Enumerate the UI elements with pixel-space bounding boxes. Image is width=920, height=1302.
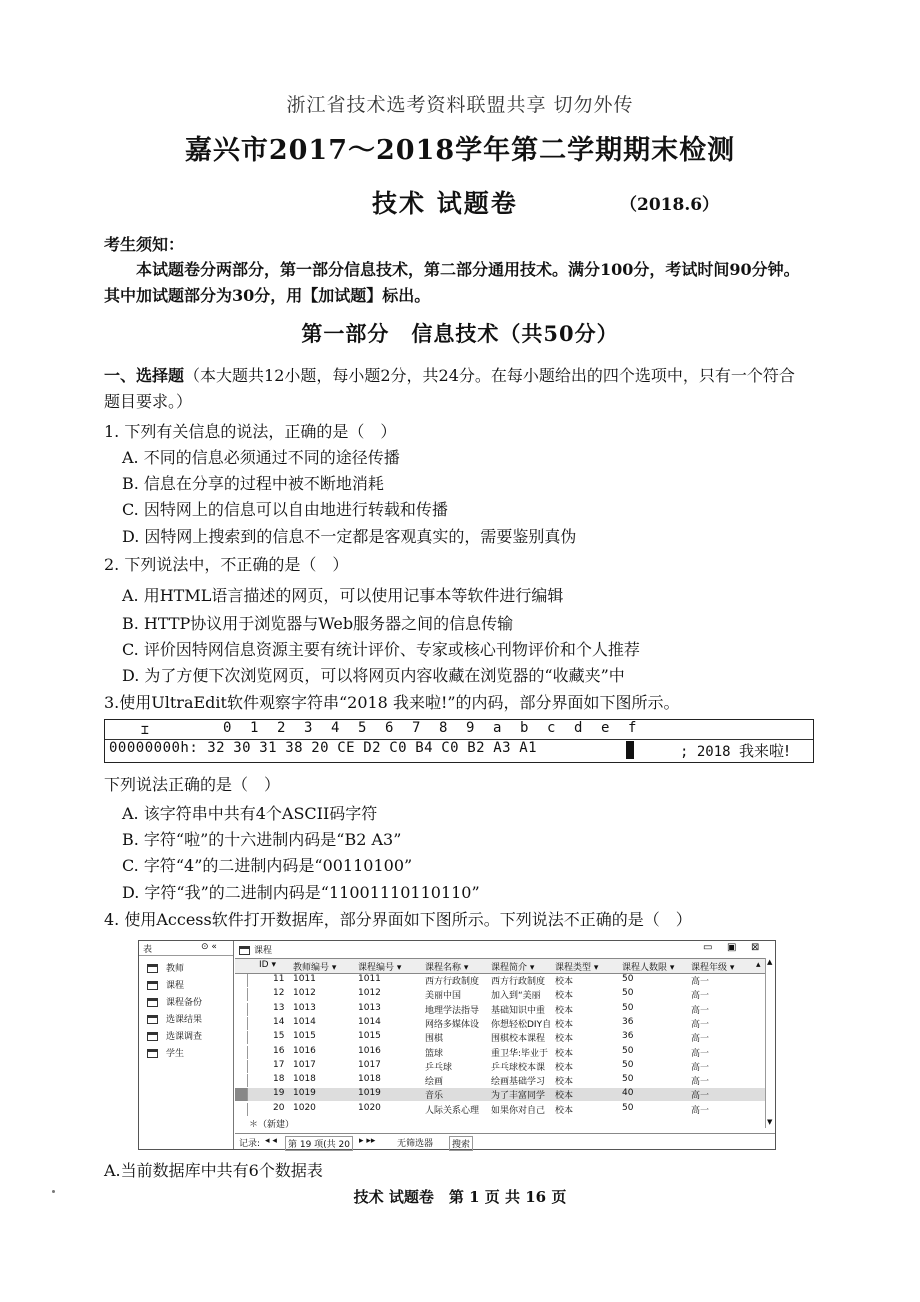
hex-byte: A1 <box>519 740 538 756</box>
scroll-up-icon[interactable]: ▲ <box>767 958 773 966</box>
table-row[interactable] <box>235 1031 765 1044</box>
hex-address: 00000000h: <box>109 740 199 756</box>
table-cell[interactable]: 1015 <box>293 1031 316 1042</box>
table-row[interactable] <box>235 974 765 987</box>
nav-table-item[interactable]: 学生 <box>147 1046 184 1060</box>
hex-byte: 31 <box>259 740 278 756</box>
column-header[interactable]: ID ▾ <box>259 960 276 970</box>
table-cell[interactable]: 11 <box>273 974 285 984</box>
question-1-option-d: D. 因特网上搜索到的信息不一定都是客观真实的，需要鉴别真伪 <box>122 527 577 546</box>
table-row[interactable] <box>235 1103 765 1116</box>
column-header[interactable]: 课程类型 ▾ <box>555 963 599 973</box>
column-header[interactable]: 课程名称 ▾ <box>425 963 469 973</box>
table-cell[interactable]: 1015 <box>358 1031 381 1042</box>
table-cell[interactable]: 1020 <box>358 1102 381 1113</box>
row-selector[interactable] <box>235 1060 248 1073</box>
table-cell[interactable]: 1013 <box>293 1002 316 1013</box>
table-cell[interactable]: 校本 <box>555 1091 574 1102</box>
table-cell[interactable]: 12 <box>273 988 285 999</box>
table-cell[interactable]: 1016 <box>293 1045 316 1056</box>
table-row[interactable] <box>235 1046 765 1059</box>
hex-byte: 30 <box>233 740 252 756</box>
question-2-option-c: C. 评价因特网信息资源主要有统计评价、专家或核心刊物评价和个人推荐 <box>122 640 640 659</box>
notice-text: 本试题卷分两部分，第一部分信息技术，第二部分通用技术。满分100分，考试时间90分钟。其中加试题部分为30分，用【加试题】标出。 <box>104 260 800 305</box>
hex-cursor-caret <box>626 741 634 759</box>
table-cell[interactable]: 美丽中国 <box>425 991 462 1002</box>
hex-col-label: 5 <box>358 720 367 736</box>
hex-byte: B2 <box>467 740 486 756</box>
hex-byte: C0 <box>389 740 408 756</box>
hex-byte: C0 <box>441 740 460 756</box>
table-cell[interactable]: 篮球 <box>425 1048 444 1059</box>
table-cell[interactable]: 围棋校本课程 <box>491 1034 546 1045</box>
table-cell[interactable]: 地理学法指导 <box>425 1005 480 1016</box>
row-selector[interactable] <box>235 1074 248 1087</box>
table-cell[interactable]: 1012 <box>293 988 316 999</box>
table-cell[interactable]: 16 <box>273 1045 285 1056</box>
record-label: 记录: <box>239 1139 261 1149</box>
hex-byte: 20 <box>311 740 330 756</box>
table-icon <box>147 998 158 1007</box>
hex-col-label: e <box>601 720 610 736</box>
table-icon <box>147 1049 158 1058</box>
table-cell[interactable]: 1018 <box>293 1074 316 1085</box>
restore-icon[interactable]: ▣ <box>727 942 737 953</box>
hex-col-label: f <box>628 720 637 736</box>
table-cell[interactable]: 加入到“美丽 <box>491 991 541 1002</box>
question-4-stem: 4. 使用Access软件打开数据库，部分界面如下图所示。下列说法不正确的是（ ） <box>104 910 692 929</box>
record-navigation-bar <box>235 1133 775 1148</box>
table-cell[interactable]: 乒乓球校本课 <box>491 1062 546 1073</box>
table-cell[interactable]: 人际关系心理 <box>425 1105 480 1116</box>
hex-byte: CE <box>337 740 356 756</box>
table-cell[interactable]: 50 <box>622 974 634 984</box>
table-cell[interactable]: 1017 <box>293 1059 316 1070</box>
section-label: 一、选择题 <box>104 366 185 385</box>
column-header[interactable]: 课程人数限 ▾ <box>622 963 675 973</box>
table-row[interactable] <box>235 1074 765 1087</box>
question-1-stem: 1. 下列有关信息的说法，正确的是（ ） <box>104 422 397 441</box>
question-1-option-c: C. 因特网上的信息可以自由地进行转载和传播 <box>122 500 448 519</box>
page-footer: 技术 试题卷 第 1 页 共 16 页 <box>353 1188 567 1206</box>
table-cell[interactable]: 1013 <box>358 1002 381 1013</box>
new-record-row[interactable]: ＊（新建） <box>249 1120 295 1130</box>
hex-col-label: 1 <box>250 720 259 736</box>
hex-byte: 32 <box>207 740 226 756</box>
exam-title: 嘉兴市2017～2018学年第二学期期末检测 <box>184 135 736 166</box>
table-cell[interactable]: 20 <box>273 1102 285 1113</box>
table-cell[interactable]: 50 <box>622 1059 634 1070</box>
hex-col-label: d <box>574 720 583 736</box>
nav-pane-header[interactable] <box>139 941 233 956</box>
table-cell[interactable]: 为了丰富同学 <box>491 1091 546 1102</box>
table-cell[interactable]: 校本 <box>555 1034 574 1045</box>
hex-text-ascii: ; 2018 <box>680 744 740 760</box>
question-1-option-a: A. 不同的信息必须通过不同的途径传播 <box>122 448 400 467</box>
hex-col-label: 4 <box>331 720 340 736</box>
table-cell[interactable]: 高一 <box>691 1005 710 1016</box>
table-cell[interactable]: 1011 <box>293 974 316 984</box>
table-cell[interactable]: 1012 <box>358 988 381 999</box>
table-cell[interactable]: 1018 <box>358 1074 381 1085</box>
table-cell[interactable]: 1014 <box>358 1016 381 1027</box>
table-cell[interactable]: 50 <box>622 1074 634 1085</box>
question-3-prompt: 下列说法正确的是（ ） <box>104 775 281 794</box>
nav-pane-controls[interactable]: ⊙ « <box>201 942 217 952</box>
nav-table-item[interactable]: 选课调查 <box>147 1029 202 1043</box>
row-selector[interactable] <box>235 1017 248 1030</box>
table-cell[interactable]: 如果你对自己 <box>491 1105 546 1116</box>
row-selector[interactable] <box>235 988 248 1001</box>
header-note: 浙江省技术选考资料联盟共享 切勿外传 <box>286 94 634 116</box>
table-icon <box>239 946 250 955</box>
question-4-option-a: A.当前数据库中共有6个数据表 <box>104 1161 323 1180</box>
part-title: 第一部分 信息技术（共50分） <box>301 321 619 346</box>
table-row[interactable] <box>235 1003 765 1016</box>
table-cell[interactable]: 校本 <box>555 1048 574 1059</box>
hex-col-label: 3 <box>304 720 313 736</box>
table-cell[interactable]: 高一 <box>691 991 710 1002</box>
table-icon <box>147 981 158 990</box>
column-header[interactable]: 课程编号 ▾ <box>358 963 402 973</box>
table-cell[interactable]: 乒乓球 <box>425 1062 453 1073</box>
table-cell[interactable]: 高一 <box>691 1034 710 1045</box>
column-header[interactable]: ▴ <box>756 960 761 970</box>
nav-pane-title: 表 <box>143 945 153 955</box>
table-row[interactable] <box>235 988 765 1001</box>
table-cell[interactable]: 西方行政制度 <box>491 977 546 987</box>
ultraedit-hex-view <box>104 719 814 763</box>
hex-col-label: 2 <box>277 720 286 736</box>
hex-col-label: 9 <box>466 720 475 736</box>
table-cell[interactable]: 17 <box>273 1059 285 1070</box>
table-cell[interactable]: 50 <box>622 1102 634 1113</box>
record-position-field[interactable]: 第 19 项(共 20 <box>285 1136 353 1151</box>
table-cell[interactable]: 重卫华:毕业于 <box>491 1048 549 1059</box>
table-icon <box>147 1032 158 1041</box>
hex-byte: A3 <box>493 740 512 756</box>
row-selector[interactable] <box>235 1031 248 1044</box>
column-header[interactable]: 课程简介 ▾ <box>491 963 535 973</box>
hex-text-chinese: 我来啦! <box>739 742 791 760</box>
notice-label: 考生须知： <box>104 235 185 254</box>
row-selector[interactable] <box>235 1046 248 1059</box>
filter-status[interactable]: 无筛选器 <box>397 1139 434 1149</box>
scroll-down-icon[interactable]: ▼ <box>767 1118 773 1126</box>
table-cell[interactable]: 1017 <box>358 1059 381 1070</box>
record-next-last-icon[interactable]: ▸ ▸▸ <box>359 1136 376 1146</box>
hex-text-panel <box>680 740 790 761</box>
table-cell[interactable]: 1014 <box>293 1016 316 1027</box>
nav-table-item[interactable]: 教师 <box>147 961 184 975</box>
table-icon <box>147 964 158 973</box>
table-cell[interactable]: 高一 <box>691 1105 710 1116</box>
hex-col-label: 7 <box>412 720 421 736</box>
hex-col-label: c <box>547 720 556 736</box>
question-2-option-a: A. 用HTML语言描述的网页，可以使用记事本等软件进行编辑 <box>122 586 564 605</box>
question-3-stem: 3.使用UltraEdit软件观察字符串“2018 我来啦!”的内码，部分界面如下图所示。 <box>104 693 680 712</box>
column-header[interactable]: 教师编号 ▾ <box>293 963 337 973</box>
table-cell[interactable]: 西方行政制度 <box>425 977 480 987</box>
search-box[interactable]: 搜索 <box>449 1136 473 1151</box>
table-cell[interactable]: 19 <box>273 1088 285 1099</box>
question-2-option-b: B. HTTP协议用于浏览器与Web服务器之间的信息传输 <box>122 614 514 633</box>
question-2-option-d: D. 为了方便下次浏览网页，可以将网页内容收藏在浏览器的“收藏夹”中 <box>122 666 625 685</box>
table-row[interactable] <box>235 1088 765 1101</box>
nav-table-item[interactable]: 选课结果 <box>147 1012 202 1026</box>
table-cell[interactable]: 网络多媒体设 <box>425 1019 480 1030</box>
table-cell[interactable]: 40 <box>622 1088 634 1099</box>
table-cell[interactable]: 1019 <box>293 1088 316 1099</box>
section-desc: （本大题共12小题，每小题2分，共24分。在每小题给出的四个选项中，只有一个符合题目要求。） <box>104 366 795 411</box>
vertical-scrollbar[interactable] <box>765 958 775 1128</box>
table-cell[interactable]: 1020 <box>293 1102 316 1113</box>
row-selector[interactable] <box>235 1088 248 1101</box>
table-cell[interactable]: 你想轻松DIY自 <box>491 1019 552 1030</box>
hex-data-row <box>109 740 545 756</box>
table-cell[interactable]: 36 <box>622 1031 634 1042</box>
table-row[interactable] <box>235 1017 765 1030</box>
hex-col-label: 6 <box>385 720 394 736</box>
table-cell[interactable]: 绘画基础学习 <box>491 1077 546 1088</box>
table-cell[interactable]: 1011 <box>358 974 381 984</box>
datasheet-header <box>235 958 765 974</box>
table-cell[interactable]: 50 <box>622 1002 634 1013</box>
hex-byte: B4 <box>415 740 434 756</box>
section-instructions <box>104 363 804 415</box>
text-cursor-icon: ⌶ <box>141 723 149 738</box>
scan-dot <box>52 1190 55 1193</box>
exam-date: （2018.6） <box>620 195 720 215</box>
table-cell[interactable]: 校本 <box>555 1077 574 1088</box>
hex-col-label: a <box>493 720 502 736</box>
nav-table-item[interactable]: 课程 <box>147 978 184 992</box>
document-tab[interactable]: 课程 <box>239 943 272 955</box>
question-3-option-c: C. 字符“4”的二进制内码是“00110100” <box>122 856 413 875</box>
table-cell[interactable]: 校本 <box>555 1019 574 1030</box>
table-cell[interactable]: 50 <box>622 988 634 999</box>
table-cell[interactable]: 校本 <box>555 991 574 1002</box>
table-cell[interactable]: 1016 <box>358 1045 381 1056</box>
row-selector[interactable] <box>235 1103 248 1116</box>
table-cell[interactable]: 高一 <box>691 977 710 987</box>
navigation-pane <box>139 941 234 1149</box>
hex-column-ruler <box>105 720 813 740</box>
exam-subtitle: 技术 试题卷 <box>372 189 518 218</box>
table-cell[interactable]: 15 <box>273 1031 285 1042</box>
table-cell[interactable]: 高一 <box>691 1091 710 1102</box>
row-selector[interactable] <box>235 974 248 987</box>
table-cell[interactable]: 高一 <box>691 1062 710 1073</box>
table-cell[interactable]: 高一 <box>691 1019 710 1030</box>
question-3-option-a: A. 该字符串中共有4个ASCII码字符 <box>122 804 378 823</box>
table-cell[interactable]: 36 <box>622 1016 634 1027</box>
table-row[interactable] <box>235 1060 765 1073</box>
minimize-icon[interactable]: ▭ <box>703 942 713 953</box>
question-3-option-d: D. 字符“我”的二进制内码是“11001110110110” <box>122 883 480 902</box>
table-cell[interactable]: 绘画 <box>425 1077 444 1088</box>
table-cell[interactable]: 13 <box>273 1002 285 1013</box>
nav-table-item[interactable]: 课程备份 <box>147 995 202 1009</box>
hex-byte: 38 <box>285 740 304 756</box>
table-cell[interactable]: 校本 <box>555 1005 574 1016</box>
hex-byte: D2 <box>363 740 382 756</box>
question-1-option-b: B. 信息在分享的过程中被不断地消耗 <box>122 474 384 493</box>
table-cell[interactable]: 校本 <box>555 1105 574 1116</box>
record-first-prev-icon[interactable]: ◂ ◂ <box>265 1136 277 1146</box>
access-window <box>138 940 776 1150</box>
table-cell[interactable]: 校本 <box>555 1062 574 1073</box>
table-cell[interactable]: 1019 <box>358 1088 381 1099</box>
hex-col-label: 0 <box>223 720 232 736</box>
question-2-stem: 2. 下列说法中，不正确的是（ ） <box>104 555 349 574</box>
table-cell[interactable]: 音乐 <box>425 1091 444 1102</box>
table-cell[interactable]: 校本 <box>555 977 574 987</box>
table-cell[interactable]: 50 <box>622 1045 634 1056</box>
table-cell[interactable]: 14 <box>273 1016 285 1027</box>
datasheet-view <box>235 941 775 1149</box>
hex-col-label: 8 <box>439 720 448 736</box>
row-selector[interactable] <box>235 1003 248 1016</box>
table-cell[interactable]: 高一 <box>691 1077 710 1088</box>
table-icon <box>147 1015 158 1024</box>
question-3-option-b: B. 字符“啦”的十六进制内码是“B2 A3” <box>122 830 402 849</box>
column-header[interactable]: 课程年级 ▾ <box>691 963 735 973</box>
table-cell[interactable]: 基础知识中重 <box>491 1005 546 1016</box>
hex-col-label: b <box>520 720 529 736</box>
table-cell[interactable]: 高一 <box>691 1048 710 1059</box>
table-cell[interactable]: 18 <box>273 1074 285 1085</box>
close-icon[interactable]: ⊠ <box>751 942 760 953</box>
table-cell[interactable]: 围棋 <box>425 1034 444 1045</box>
